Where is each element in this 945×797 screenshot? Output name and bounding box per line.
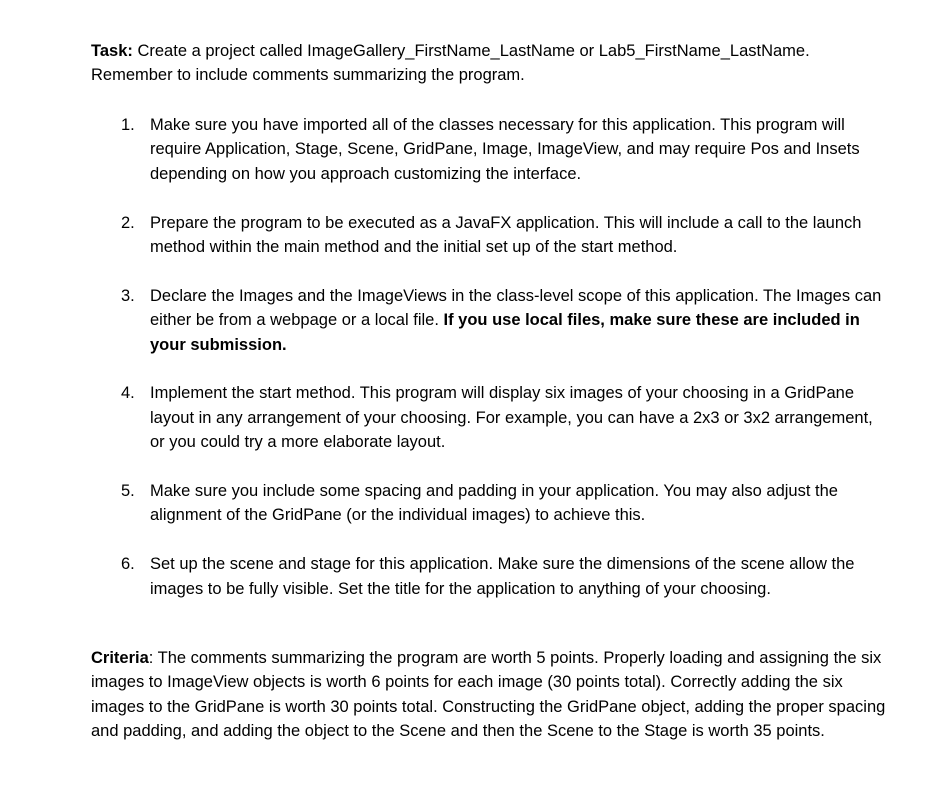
list-item <box>91 211 891 260</box>
step-number: 1. <box>121 116 135 134</box>
step-text: Make sure you have imported all of the classes necessary for this application. This program will require Application, Stage, Scene, GridPane, Image, ImageView, and may require Pos and Insets depending on how you approach customizing the interface. <box>150 116 860 183</box>
steps-list <box>91 113 891 625</box>
step-text: Prepare the program to be executed as a JavaFX application. This will include a call to the launch method within the main method and the initial set up of the start method. <box>150 213 862 257</box>
criteria-label: Criteria <box>91 649 149 667</box>
step-number: 6. <box>121 555 135 574</box>
step-text: Declare the Images and the ImageViews in the class-level scope of this application. The Images can either be from a webpage or a local file. <box>150 286 882 330</box>
task-text: Create a project called ImageGallery_FirstName_LastName or Lab5_FirstName_LastName. Remember to include comments summarizing the program. <box>91 42 810 85</box>
criteria-paragraph <box>91 646 891 744</box>
task-paragraph <box>91 39 881 88</box>
step-text: Set up the scene and stage for this application. Make sure the dimensions of the scene allow the images to be fully visible. Set the title for the application to anything of your choosing. <box>150 555 855 598</box>
step-text: Make sure you include some spacing and padding in your application. You may also adjust the alignment of the GridPane (or the individual images) to achieve this. <box>150 482 838 525</box>
task-label: Task: <box>91 42 133 60</box>
step-number: 5. <box>121 482 135 501</box>
step-number: 2. <box>121 213 135 232</box>
list-item <box>91 479 891 528</box>
list-item <box>91 381 891 454</box>
criteria-text: : The comments summarizing the program are worth 5 points. Properly loading and assigning the six images to ImageView objects is worth 6 points for each image (30 points total). Correctly adding the six images to the GridPane is worth 30 points total. Constructing the GridPane object, adding the proper spacing and padding, and adding the object to the Scene and then the Scene to the Stage is worth 35 points. <box>91 649 886 741</box>
list-item <box>91 113 891 186</box>
list-item <box>91 552 891 601</box>
step-bold-text: If you use local files, make sure these are included in your submission. <box>150 311 860 354</box>
step-number: 3. <box>121 286 135 305</box>
step-text: Implement the start method. This program will display six images of your choosing in a GridPane layout in any arrangement of your choosing. For example, you can have a 2x3 or 3x2 arrangement, or you could try a more elaborate layout. <box>150 384 873 452</box>
list-item <box>91 284 891 357</box>
step-number: 4. <box>121 384 135 403</box>
